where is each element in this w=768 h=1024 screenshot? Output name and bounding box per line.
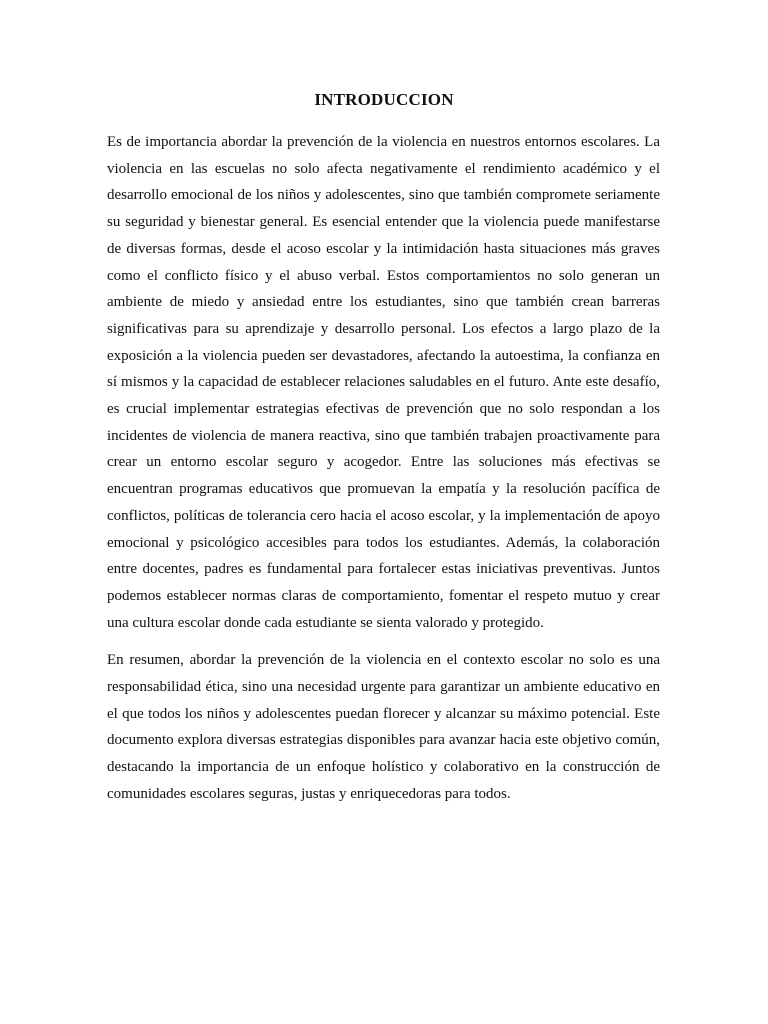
document-body (107, 129, 660, 808)
document-title: INTRODUCCION (314, 90, 454, 109)
paragraph-2: En resumen, abordar la prevención de la violencia en el contexto escolar no solo es una responsabilidad ética, sino una necesidad urgente para garantizar un ambiente educativo en el que todos los niños y adolescentes puedan florecer y alcanzar su máximo potencial. Este documento explora diversas estrategias disponibles para avanzar hacia este objetivo común, destacando la importancia de un enfoque holístico y colaborativo en la construcción de comunidades escolares seguras, justas y enriquecedoras para todos. (107, 652, 660, 802)
paragraph-1: Es de importancia abordar la prevención de la violencia en nuestros entornos escolares. La violencia en las escuelas no solo afecta negativamente el rendimiento académico y el desarrollo emocional de los niños y adolescentes, sino que también compromete seriamente su seguridad y bienestar general. Es esencial entender que la violencia puede manifestarse de diversas formas, desde el acoso escolar y la intimidación hasta situaciones más graves como el conflicto físico y el abuso verbal. Estos comportamientos no solo generan un ambiente de miedo y ansiedad entre los estudiantes, sino que también crean barreras significativas para su aprendizaje y desarrollo personal. Los efectos a largo plazo de la exposición a la violencia pueden ser devastadores, afectando la autoestima, la confianza en sí mismos y la capacidad de establecer relaciones saludables en el futuro. Ante este desafío, es crucial implementar estrategias efectivas de prevención que no solo respondan a los incidentes de violencia de manera reactiva, sino que también trabajen proactivamente para crear un entorno escolar seguro y acogedor. Entre las soluciones más efectivas se encuentran programas educativos que promuevan la empatía y la resolución pacífica de conflictos, políticas de tolerancia cero hacia el acoso escolar, y la implementación de apoyo emocional y psicológico accesibles para todos los estudiantes. Además, la colaboración entre docentes, padres es fundamental para fortalecer estas iniciativas preventivas. Juntos podemos establecer normas claras de comportamiento, fomentar el respeto mutuo y crear una cultura escolar donde cada estudiante se sienta valorado y protegido. (107, 134, 660, 631)
